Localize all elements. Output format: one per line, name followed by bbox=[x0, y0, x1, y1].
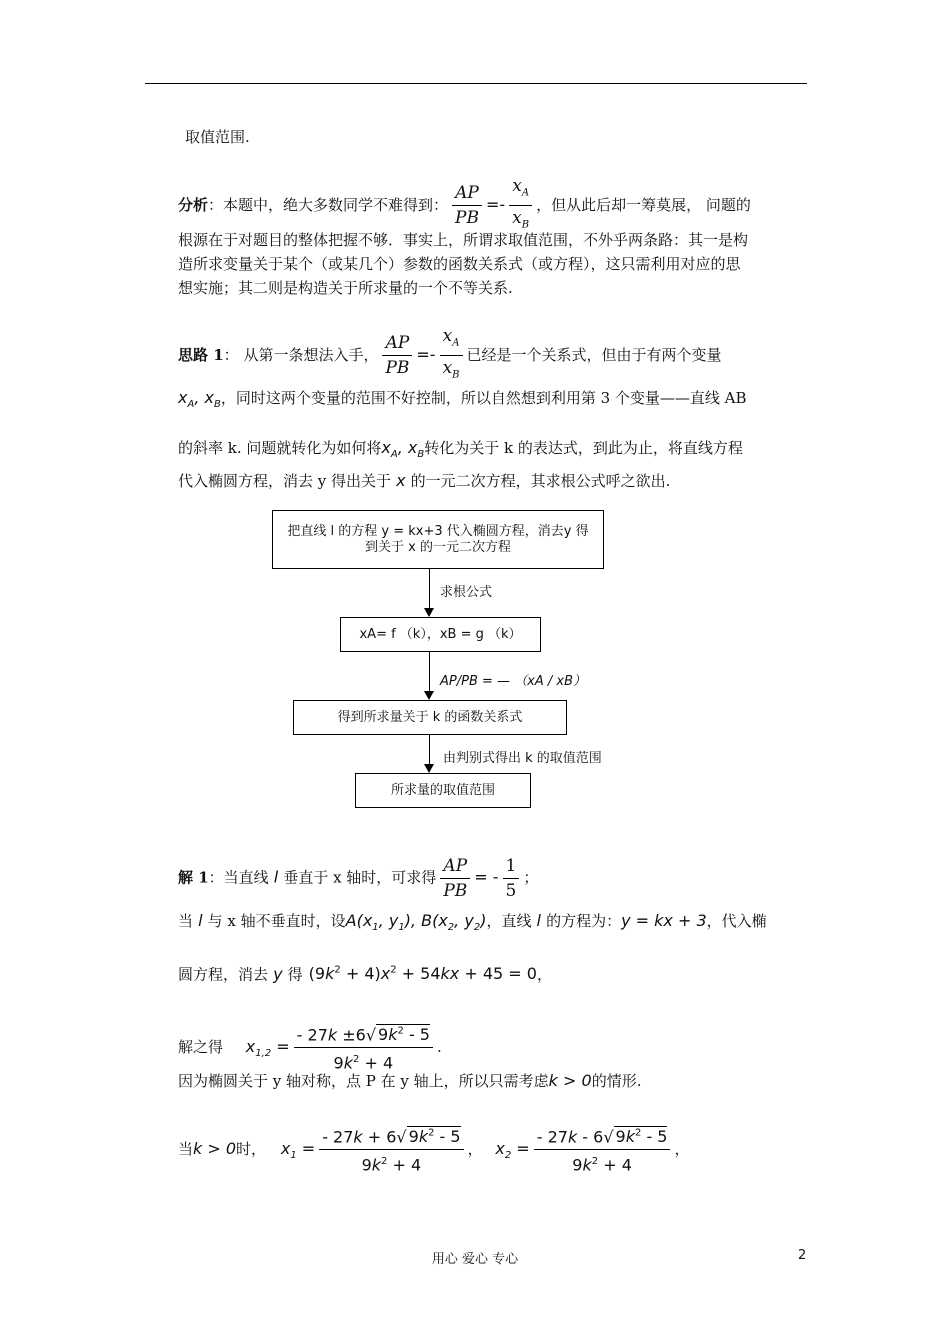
solution-text-11: 因为椭圆关于 y 轴对称，点 P 在 y 轴上，所以只需考虑 bbox=[178, 1072, 549, 1090]
fraction-ap-pb: $\frac{AP}{PB}$ bbox=[382, 333, 412, 378]
flow-label-1: 求根公式 bbox=[440, 585, 493, 600]
analysis-label: 分析 bbox=[178, 195, 209, 214]
solution-text-3: 当 bbox=[178, 912, 194, 930]
k-condition: k > 0 bbox=[193, 1138, 237, 1158]
root-formula: $\frac{- 27k \pm 6√ 9k^2 - 5}{9k^2 + 4}$ bbox=[294, 1022, 433, 1074]
idea-text-7: 的一元二次方程，其求根公式呼之欲出. bbox=[410, 472, 671, 490]
solution-line-2: 当 l 与 x 轴不垂直时，设$A(x_1$, $y_1$), $B(x_2$, $y_2$)，直线 l 的方程为：y = kx + 3，代入椭 bbox=[178, 911, 767, 934]
idea-text-5: 转化为关于 k 的表达式，到此为止，将直线方程 bbox=[424, 439, 743, 457]
solution-line-6: 当k > 0时， $x_1$ = $\frac{- 27k + 6√ 9k^2 - 5}{9k^2 + 4}$ ， $x_2$ = $\frac{- 27k - 6√ 9k^2 - 5}{9k^2 + 4}$ ， bbox=[178, 1124, 690, 1176]
solution-text-6: 的方程为： bbox=[546, 912, 622, 930]
idea-line-3: 的斜率 k. 问题就转化为如何将$x_A$, $x_B$转化为关于 k 的表达式，到此为止，将直线方程 bbox=[178, 438, 743, 461]
solution-text-14: 时， bbox=[236, 1139, 267, 1158]
idea-line-2: $x_A$, $x_B$，同时这两个变量的范围不好控制，所以自然想到利用第 3 个变量——直线 AB bbox=[178, 388, 747, 411]
flow-box-4: 所求量的取值范围 bbox=[355, 773, 531, 808]
solution-label: 解 1 bbox=[178, 868, 209, 887]
flow-connector bbox=[429, 735, 430, 765]
arrow-down-icon bbox=[424, 608, 434, 617]
root-x2: $\frac{- 27k - 6√ 9k^2 - 5}{9k^2 + 4}$ bbox=[534, 1124, 671, 1176]
flow-box-2: xA= f （k），xB = g （k） bbox=[340, 617, 541, 652]
page-number: 2 bbox=[798, 1248, 807, 1263]
header-rule bbox=[145, 83, 807, 84]
text-line: 造所求变量关于某个（或某几个）参数的函数关系式（或方程），这只需利用对应的思 bbox=[178, 255, 741, 273]
solution-text-5: ，直线 bbox=[486, 912, 532, 930]
solution-text-10: 解之得 bbox=[178, 1037, 224, 1056]
flow-label-2: AP/PB = — （xA / xB） bbox=[440, 674, 587, 689]
idea-paragraph: 思路 1： 从第一条想法入手， $\frac{AP}{PB}$ =- $\frac{x_A}{x_B}$ 已经是一个关系式，但由于有两个变量 bbox=[178, 326, 722, 386]
fraction-xa-xb: $\frac{x_A}{x_B}$ bbox=[509, 176, 532, 236]
arrow-down-icon bbox=[424, 691, 434, 700]
idea-label: 思路 1 bbox=[178, 345, 224, 364]
fraction-xa-xb: $\frac{x_A}{x_B}$ bbox=[440, 326, 463, 386]
solution-text-7: ，代入椭 bbox=[706, 912, 767, 930]
solution-text-13: 当 bbox=[178, 1139, 194, 1158]
text-line: 取值范围. bbox=[185, 128, 250, 146]
idea-text-6: 代入椭圆方程，消去 y 得出关于 bbox=[178, 472, 392, 490]
footer: 用心 爱心 专心 bbox=[431, 1252, 519, 1267]
analysis-text-2: ，但从此后却一筹莫展， 问题的 bbox=[536, 195, 751, 214]
solution-line-3: 圆方程，消去 y 得 $(9k^2 + 4)x^2 + 54kx + 45 = 0$， bbox=[178, 964, 552, 984]
idea-line-4: 代入椭圆方程，消去 y 得出关于 x 的一元二次方程，其求根公式呼之欲出. bbox=[178, 471, 671, 490]
text-line: 想实施；其二则是构造关于所求量的一个不等关系. bbox=[178, 279, 513, 297]
k-condition: k > 0 bbox=[548, 1071, 592, 1090]
flow-connector bbox=[429, 569, 430, 609]
idea-text-4: 的斜率 k. 问题就转化为如何将 bbox=[178, 439, 382, 457]
flow-connector bbox=[429, 652, 430, 692]
solution-line-4: 解之得 $x_{1,2}$ = $\frac{- 27k \pm 6√ 9k^2 - 5}{9k^2 + 4}$ . bbox=[178, 1022, 442, 1074]
idea-text-2: 已经是一个关系式，但由于有两个变量 bbox=[466, 345, 722, 364]
solution-text: ：当直线 bbox=[208, 868, 269, 887]
fraction-ap-pb: $\frac{AP}{PB}$ bbox=[440, 856, 470, 901]
idea-text: ： 从第一条想法入手， bbox=[223, 345, 379, 364]
root-x1: $\frac{- 27k + 6√ 9k^2 - 5}{9k^2 + 4}$ bbox=[319, 1124, 463, 1176]
arrow-down-icon bbox=[424, 764, 434, 773]
solution-text-2: 垂直于 x 轴时，可求得 bbox=[283, 868, 437, 887]
flow-box-1: 把直线 l 的方程 y = kx+3 代入椭圆方程，消去y 得到关于 x 的一元二次方程 bbox=[272, 510, 604, 569]
fraction-ap-pb: $\frac{AP}{PB}$ bbox=[452, 183, 482, 228]
analysis-paragraph: 分析：本题中，绝大多数同学不难得到： $\frac{AP}{PB}$ =- $\frac{x_A}{x_B}$ ，但从此后却一筹莫展， 问题的 bbox=[178, 176, 751, 236]
solution-line-1: 解 1：当直线 l 垂直于 x 轴时，可求得 $\frac{AP}{PB}$ = - $\frac{1}{5}$ ； bbox=[178, 856, 539, 901]
fraction-one-fifth: $\frac{1}{5}$ bbox=[503, 856, 520, 901]
flow-label-3: 由判别式得出 k 的取值范围 bbox=[443, 751, 602, 766]
line-equation: y = kx + 3 bbox=[621, 911, 707, 930]
text-line: 根源在于对题目的整体把握不够．事实上，所谓求取值范围，不外乎两条路：其一是构 bbox=[178, 231, 749, 249]
solution-text-9: 得 bbox=[287, 965, 303, 984]
idea-text-3: ，同时这两个变量的范围不好控制，所以自然想到利用第 3 个变量——直线 AB bbox=[220, 389, 747, 407]
analysis-text: ：本题中，绝大多数同学不难得到： bbox=[208, 195, 449, 214]
solution-line-5 bbox=[178, 1071, 641, 1091]
solution-text-8: 圆方程，消去 bbox=[178, 965, 269, 984]
solution-text-12: 的情形. bbox=[591, 1072, 642, 1090]
flow-box-3: 得到所求量关于 k 的函数关系式 bbox=[293, 700, 567, 735]
solution-text-4: 与 x 轴不垂直时，设 bbox=[207, 912, 346, 930]
